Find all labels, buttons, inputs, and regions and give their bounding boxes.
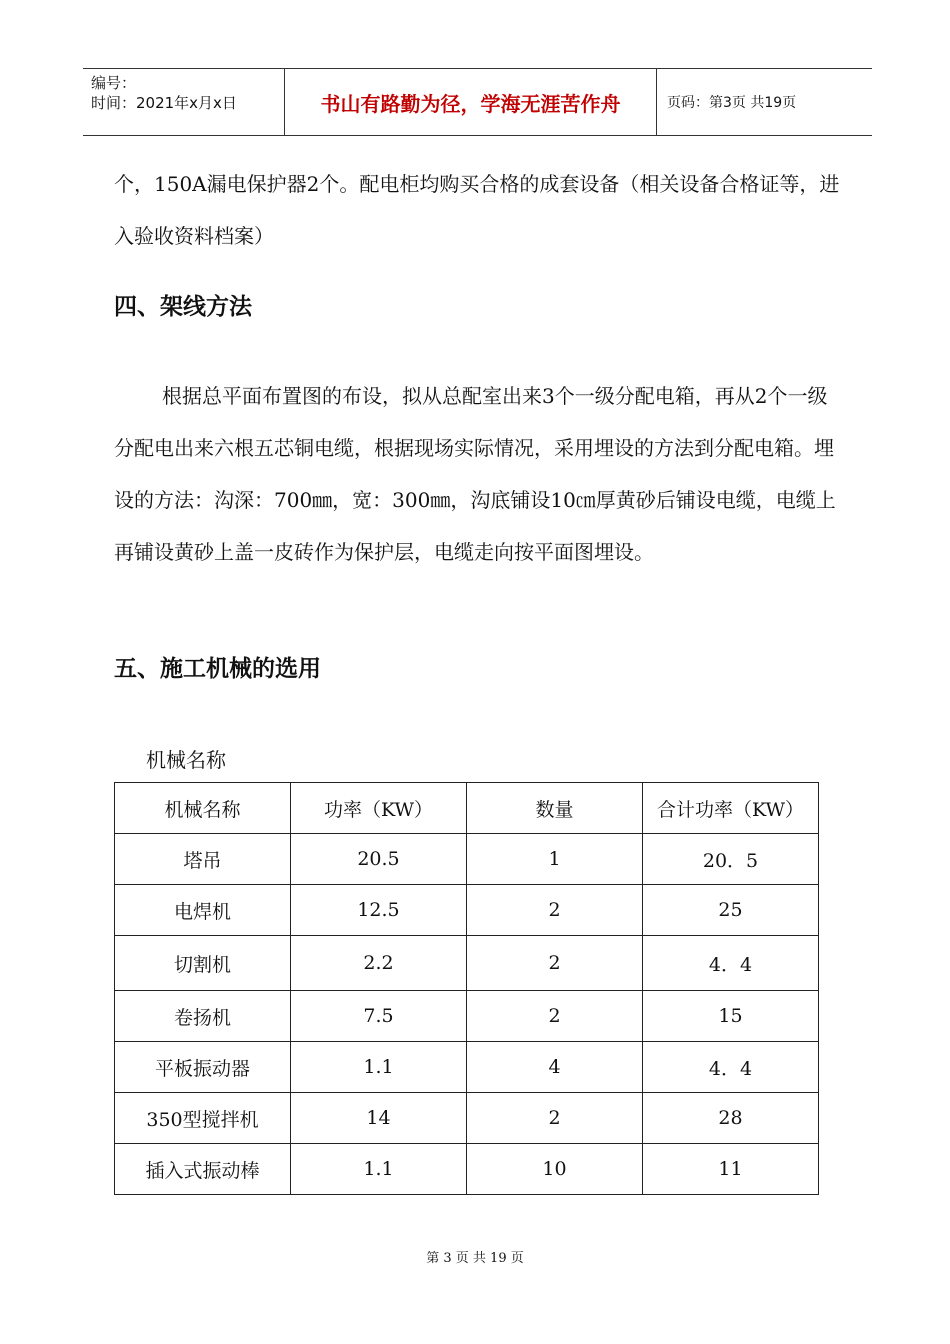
- table-caption: 机械名称: [146, 748, 226, 772]
- table-cell: 1: [467, 834, 643, 885]
- table-cell: 2: [467, 936, 643, 991]
- header-meta: [83, 69, 285, 135]
- table-cell: 20.5: [291, 834, 467, 885]
- table-header-cell: 机械名称: [115, 783, 291, 834]
- table-cell: 20．5: [643, 834, 819, 885]
- table-cell: 1.1: [291, 1042, 467, 1093]
- table-cell: 4．4: [643, 1042, 819, 1093]
- section-4-heading: 四、架线方法: [114, 294, 252, 320]
- table-cell: 1.1: [291, 1144, 467, 1195]
- table-row: [115, 885, 819, 936]
- table-row: [115, 1093, 819, 1144]
- table-cell: 插入式振动棒: [115, 1144, 291, 1195]
- page-header: [83, 68, 872, 136]
- table-cell: 2: [467, 991, 643, 1042]
- table-cell: 2: [467, 1093, 643, 1144]
- section-5-heading: 五、施工机械的选用: [114, 656, 321, 682]
- table-cell: 350型搅拌机: [115, 1093, 291, 1144]
- table-cell: 12.5: [291, 885, 467, 936]
- table-cell: 2.2: [291, 936, 467, 991]
- table-header-cell: 功率（KW）: [291, 783, 467, 834]
- table-cell: 卷扬机: [115, 991, 291, 1042]
- table-cell: 25: [643, 885, 819, 936]
- table-header-cell: 合计功率（KW）: [643, 783, 819, 834]
- table-cell: 7.5: [291, 991, 467, 1042]
- page-footer: 第 3 页 共 19 页: [426, 1251, 524, 1266]
- table-cell: 电焊机: [115, 885, 291, 936]
- table-row: [115, 1042, 819, 1093]
- table-cell: 11: [643, 1144, 819, 1195]
- header-page-info: 页码：第3页 共19页: [667, 95, 797, 111]
- table-row: [115, 1144, 819, 1195]
- paragraph-continued: 个，150A漏电保护器2个。配电柜均购买合格的成套设备（相关设备合格证等，进入验收资料档案）: [114, 172, 840, 248]
- table-cell: 2: [467, 885, 643, 936]
- header-motto: 书山有路勤为径，学海无涯苦作舟: [285, 69, 657, 135]
- table-cell: 14: [291, 1093, 467, 1144]
- header-time-label: 时间：2021年x月x日: [91, 94, 237, 112]
- table-cell: 10: [467, 1144, 643, 1195]
- header-number-label: 编号：: [91, 74, 137, 92]
- table-cell: 切割机: [115, 936, 291, 991]
- table-header-cell: 数量: [467, 783, 643, 834]
- table-row: [115, 936, 819, 991]
- table-cell: 平板振动器: [115, 1042, 291, 1093]
- table-cell: 28: [643, 1093, 819, 1144]
- table-header-row: [115, 783, 819, 834]
- table-cell: 塔吊: [115, 834, 291, 885]
- machinery-table: [114, 782, 819, 1195]
- table-row: [115, 991, 819, 1042]
- table-row: [115, 834, 819, 885]
- table-cell: 4．4: [643, 936, 819, 991]
- table-cell: 15: [643, 991, 819, 1042]
- paragraph-section-4: 根据总平面布置图的布设，拟从总配室出来3个一级分配电箱，再从2个一级分配电出来六根五芯铜电缆，根据现场实际情况，采用埋设的方法到分配电箱。埋设的方法：沟深：700㎜，宽：300㎜，沟底铺设10㎝厚黄砂后铺设电缆，电缆上再铺设黄砂上盖一皮砖作为保护层，电缆走向按平面图埋设。: [114, 384, 836, 564]
- table-cell: 4: [467, 1042, 643, 1093]
